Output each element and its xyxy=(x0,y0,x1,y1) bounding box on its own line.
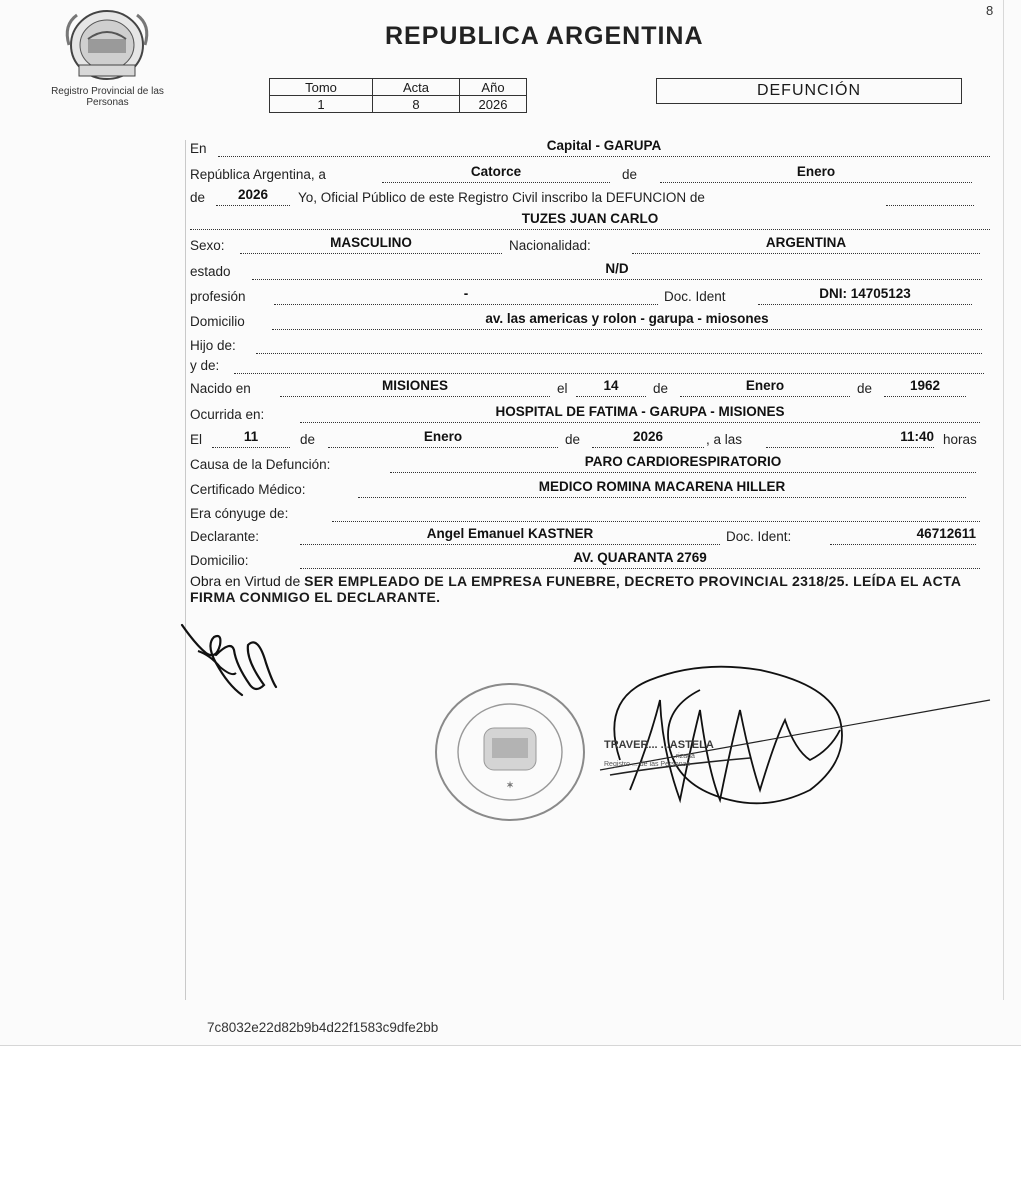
value-anio: 2026 xyxy=(460,96,527,113)
value-dia-nacimiento: 14 xyxy=(603,378,619,393)
label-doc-ident: Doc. Ident xyxy=(664,289,726,304)
value-anio-nacimiento: 1962 xyxy=(909,378,941,393)
value-hora: 11:40 xyxy=(900,429,934,444)
value-mes-nacimiento: Enero xyxy=(745,378,785,393)
label-hijo-de: Hijo de: xyxy=(190,338,236,353)
label-de-2: de xyxy=(857,381,873,396)
header-acta: Acta xyxy=(373,79,460,96)
value-anio: 2026 xyxy=(237,187,269,202)
header-anio: Año xyxy=(460,79,527,96)
label-de-def-1: de xyxy=(300,432,316,447)
value-certificado: MEDICO ROMINA MACARENA HILLER xyxy=(538,479,786,494)
table-header-row xyxy=(270,79,527,96)
label-estado: estado xyxy=(190,264,231,279)
value-estado: N/D xyxy=(605,261,629,276)
header-tomo: Tomo xyxy=(270,79,373,96)
label-domicilio-declarante: Domicilio: xyxy=(190,553,249,568)
value-obra: SER EMPLEADO DE LA EMPRESA FUNEBRE, DECRETO PROVINCIAL 2318/25. LEÍDA EL ACTA FIRMA CONMIGO EL DECLARANTE. xyxy=(190,573,961,605)
row-ocurrida xyxy=(190,404,1000,427)
registry-label: Registro Provincial de las Personas xyxy=(51,86,164,108)
row-fecha-defuncion xyxy=(190,429,1000,452)
row-estado xyxy=(190,261,1000,284)
value-sexo: MASCULINO xyxy=(330,235,412,250)
page-edge xyxy=(0,1045,1021,1046)
row-certificado xyxy=(190,479,1000,502)
row-conyuge xyxy=(190,506,1000,526)
value-dni: DNI: 14705123 xyxy=(819,286,911,301)
label-domicilio: Domicilio xyxy=(190,314,245,329)
label-profesion: profesión xyxy=(190,289,246,304)
value-declarante: Angel Emanuel KASTNER xyxy=(426,526,594,541)
province-emblem-icon xyxy=(55,5,159,83)
label-nacido-en: Nacido en xyxy=(190,381,251,396)
row-sexo xyxy=(190,235,1000,258)
svg-text:✶: ✶ xyxy=(506,780,514,790)
label-el: el xyxy=(557,381,568,396)
value-profesion: - xyxy=(463,286,469,301)
value-dia-defuncion: 11 xyxy=(243,429,259,444)
official-name-stamp: TRAVER... ...ASTELA xyxy=(604,739,714,751)
declarant-signature xyxy=(176,615,286,705)
label-a-las: , a las xyxy=(706,432,743,447)
value-acta: 8 xyxy=(373,96,460,113)
label-certificado: Certificado Médico: xyxy=(190,482,306,497)
value-lugar-defuncion: HOSPITAL DE FATIMA - GARUPA - MISIONES xyxy=(495,404,785,419)
inscription-text: Yo, Oficial Público de este Registro Civil inscribo la DEFUNCION de xyxy=(298,190,705,205)
label-ocurrida-en: Ocurrida en: xyxy=(190,407,265,422)
obra-en-virtud xyxy=(190,573,1000,605)
record-type-box: DEFUNCIÓN xyxy=(656,78,962,104)
label-declarante: Declarante: xyxy=(190,529,260,544)
official-signature xyxy=(590,640,1000,815)
label-de-1: de xyxy=(653,381,669,396)
official-role-stamp: ...rizada xyxy=(670,753,695,760)
value-mes-defuncion: Enero xyxy=(423,429,463,444)
label-nacionalidad: Nacionalidad: xyxy=(509,238,591,253)
value-domicilio: av. las americas y rolon - garupa - miosones xyxy=(485,311,769,326)
value-anio-defuncion: 2026 xyxy=(632,429,664,444)
label-y-de: y de: xyxy=(190,358,220,373)
row-domicilio xyxy=(190,311,1000,334)
document-title: REPUBLICA ARGENTINA xyxy=(385,22,704,50)
value-causa: PARO CARDIORESPIRATORIO xyxy=(584,454,782,469)
row-declarante xyxy=(190,526,1000,549)
label-de: de xyxy=(622,167,638,182)
official-office-stamp: Registro ... de las Personas xyxy=(604,761,690,768)
label-conyuge: Era cónyuge de: xyxy=(190,506,289,521)
label-republica: República Argentina, a xyxy=(190,167,326,182)
row-causa xyxy=(190,454,1000,477)
row-fecha xyxy=(190,164,1000,187)
value-nacionalidad: ARGENTINA xyxy=(765,235,847,250)
table-row xyxy=(270,96,527,113)
label-causa: Causa de la Defunción: xyxy=(190,457,331,472)
document-hash: 7c8032e22d82b9b4d22f1583c9dfe2bb xyxy=(207,1020,439,1035)
label-de-def-2: de xyxy=(565,432,581,447)
value-doc-declarante: 46712611 xyxy=(916,526,976,541)
row-nacido xyxy=(190,378,1000,401)
value-nombre-difunto: TUZES JUAN CARLO xyxy=(521,211,659,226)
left-margin-line xyxy=(185,140,186,1000)
label-el-def: El xyxy=(190,432,203,447)
page-number: 8 xyxy=(986,3,994,18)
value-lugar: Capital - GARUPA xyxy=(546,138,662,153)
record-reference-table xyxy=(269,78,527,113)
row-y-de xyxy=(190,358,1000,378)
row-en xyxy=(190,138,1000,161)
row-anio xyxy=(190,187,1000,210)
label-de-anio: de xyxy=(190,190,206,205)
value-mes: Enero xyxy=(796,164,836,179)
label-horas: horas xyxy=(943,432,977,447)
row-nombre xyxy=(190,211,1000,234)
right-margin-line xyxy=(1003,0,1004,1000)
label-obra: Obra en Virtud de xyxy=(190,573,301,589)
row-domicilio-declarante xyxy=(190,550,1000,573)
row-profesion xyxy=(190,286,1000,309)
value-lugar-nacimiento: MISIONES xyxy=(381,378,448,393)
label-doc-declarante: Doc. Ident: xyxy=(726,529,792,544)
value-domicilio-declarante: AV. QUARANTA 2769 xyxy=(573,550,707,565)
value-dia-letras: Catorce xyxy=(470,164,522,179)
label-en: En xyxy=(190,141,207,156)
value-tomo: 1 xyxy=(270,96,373,113)
label-sexo: Sexo: xyxy=(190,238,225,253)
registry-seal-icon xyxy=(430,680,590,825)
row-hijo-de xyxy=(190,338,1000,358)
